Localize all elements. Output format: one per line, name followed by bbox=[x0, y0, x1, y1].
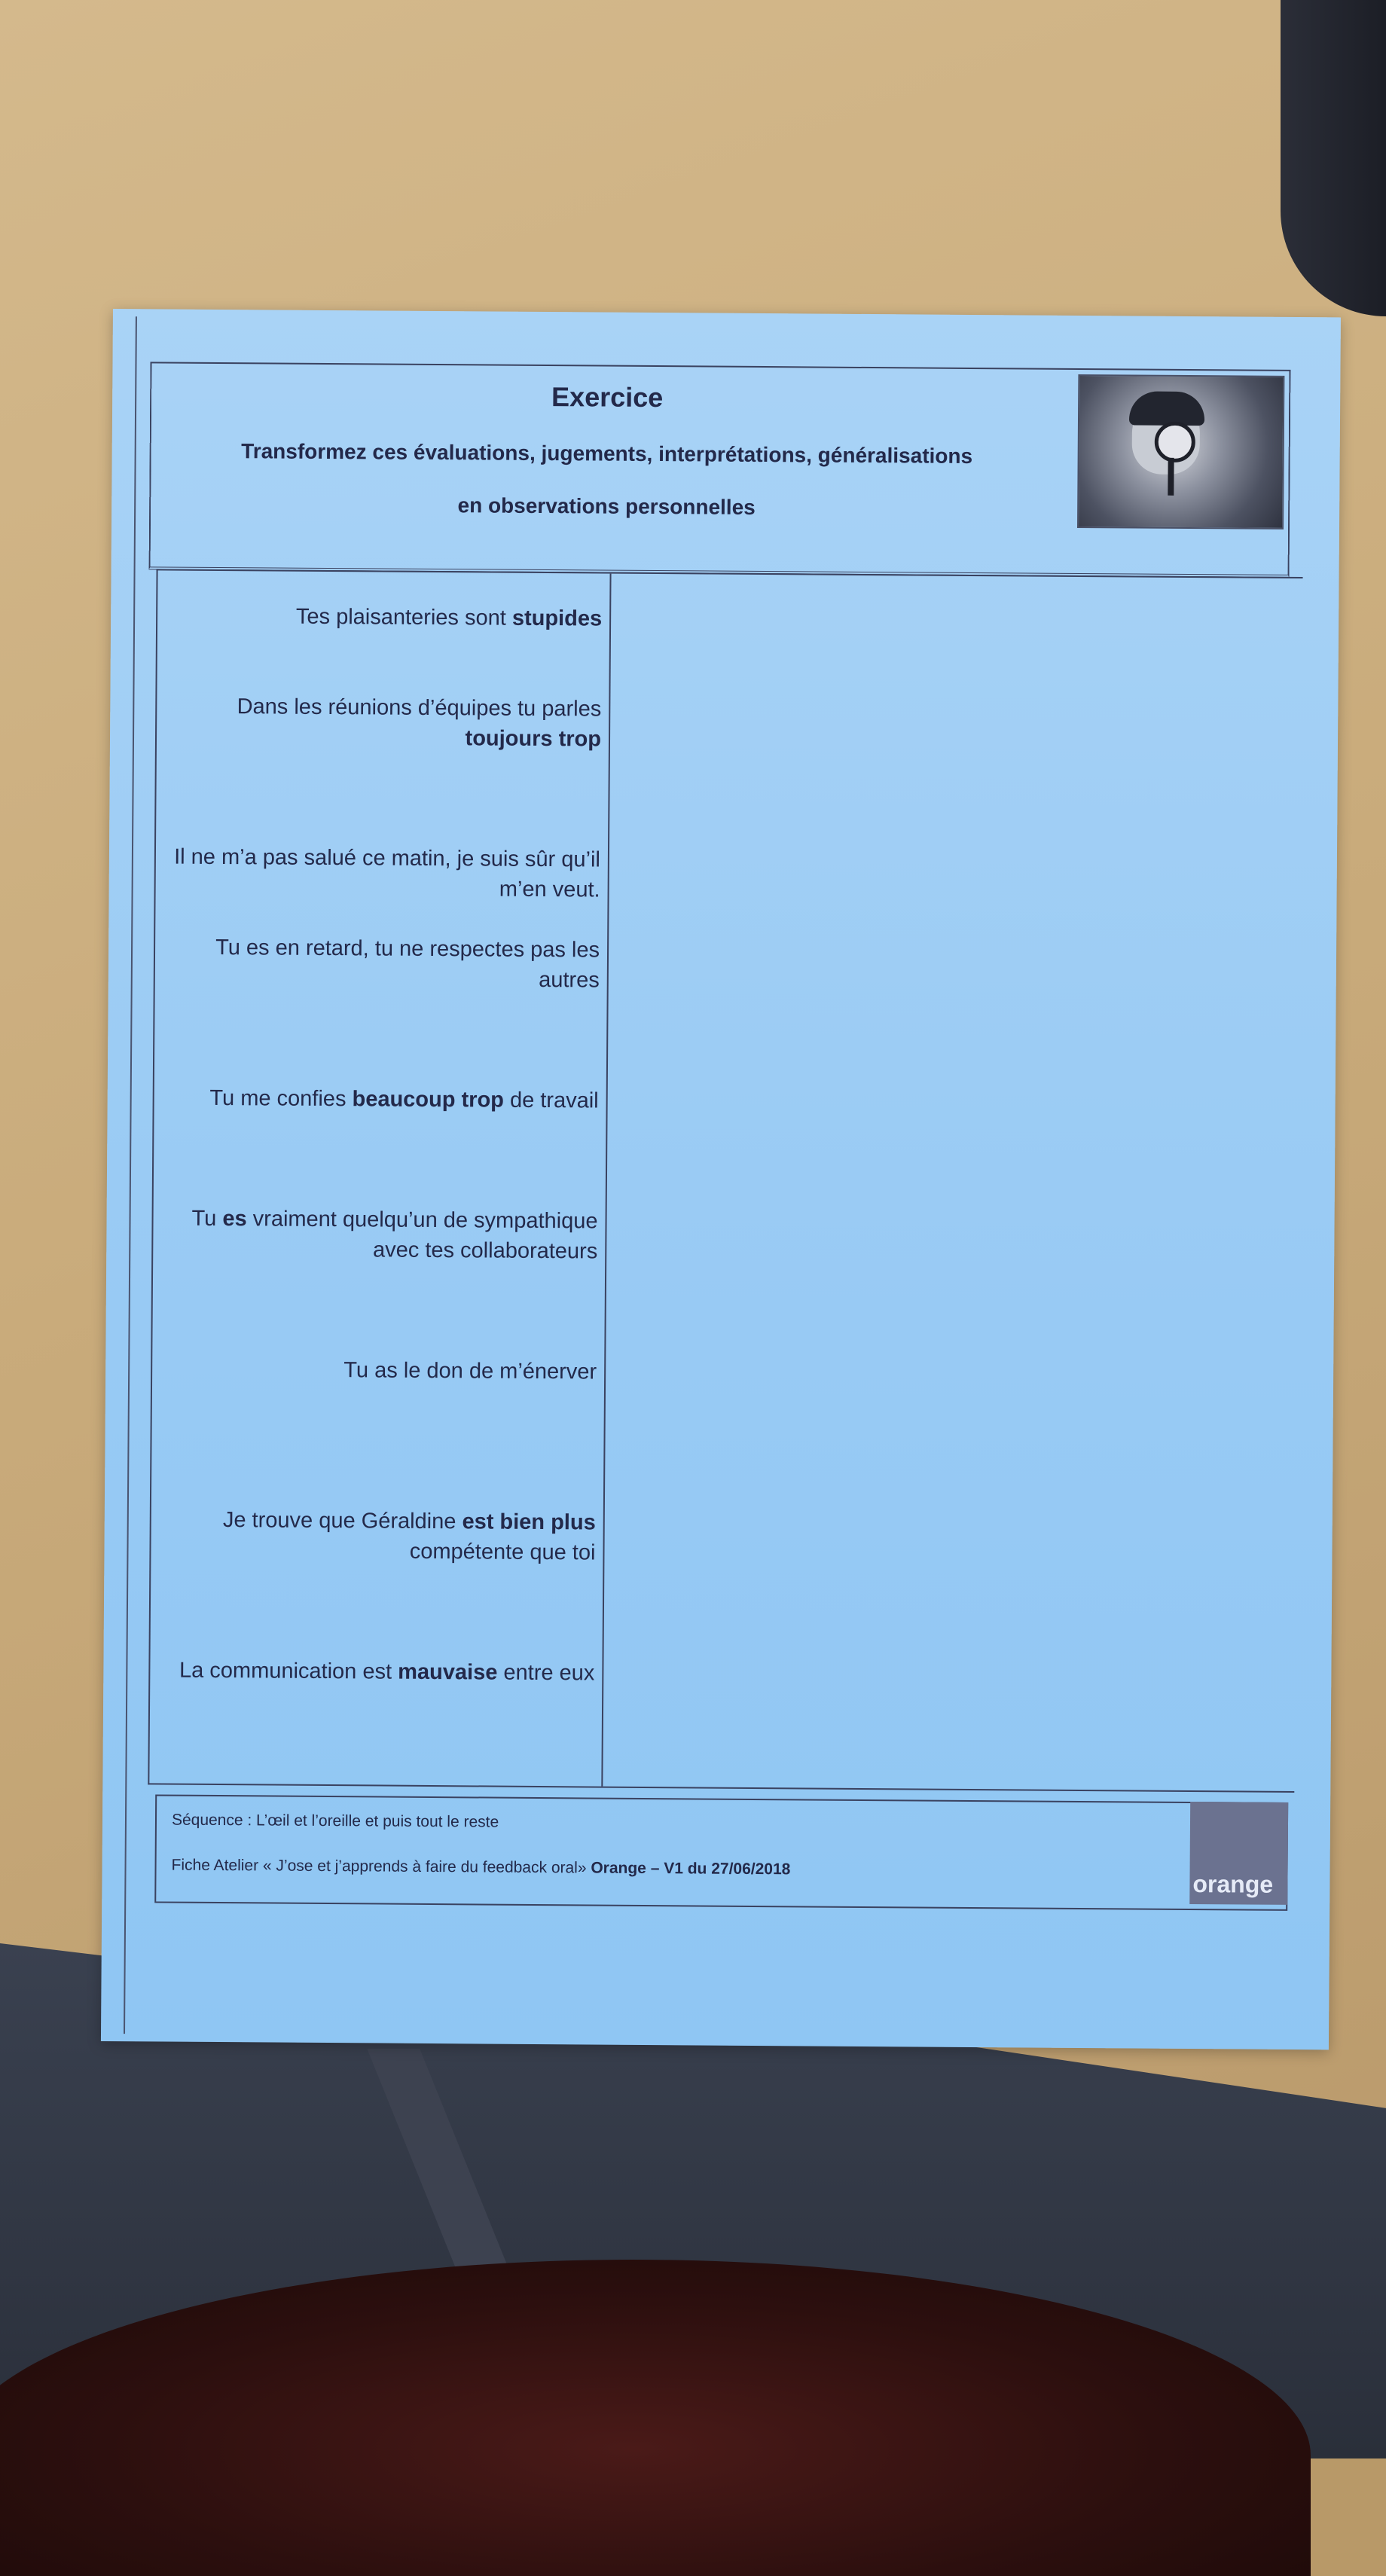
worksheet-paper bbox=[101, 309, 1341, 2050]
statement-row: Tu me confies beaucoup trop de travail bbox=[209, 1085, 599, 1113]
statement-row: Tu es en retard, tu ne respectes pas les autres bbox=[215, 935, 600, 993]
instruction-line-2: en observations personnelles bbox=[457, 493, 756, 519]
instruction-line-1: Transformez ces évaluations, jugements, interprétations, généralisations bbox=[241, 439, 973, 468]
statement-row: Tu es vraiment quelqu’un de sympathique avec tes collaborateurs bbox=[191, 1206, 598, 1264]
magnifying-glass-icon bbox=[1155, 422, 1195, 462]
orange-logo bbox=[1189, 1802, 1288, 1905]
page-title: Exercice bbox=[551, 381, 664, 414]
footer-fiche-label: Fiche Atelier « J’ose et j’apprends à faire du feedback oral» bbox=[171, 1856, 591, 1877]
exercise-table bbox=[148, 569, 1302, 1793]
child-with-magnifying-glass-photo bbox=[1077, 374, 1284, 530]
statement-row: Je trouve que Géraldine est bien plus compétente que toi bbox=[222, 1508, 596, 1565]
header-box bbox=[149, 362, 1291, 578]
magnifying-glass-handle bbox=[1168, 458, 1174, 496]
statement-row: Dans les réunions d’équipes tu parles toujours trop bbox=[237, 694, 602, 752]
footer-sequence: Séquence : L’œil et l’oreille et puis tout le reste bbox=[171, 1811, 499, 1831]
logo-text: orange bbox=[1192, 1870, 1274, 1898]
statement-row: La communication est mauvaise entre eux bbox=[179, 1658, 595, 1686]
footer-fiche bbox=[171, 1857, 790, 1879]
margin-line bbox=[124, 316, 137, 2034]
footer-box bbox=[154, 1794, 1288, 1910]
footer-fiche-version: Orange – V1 du 27/06/2018 bbox=[591, 1859, 791, 1879]
column-divider bbox=[601, 574, 611, 1787]
child-hair bbox=[1129, 391, 1204, 426]
statement-row: Il ne m’a pas salué ce matin, je suis sûr qu’il m’en veut. bbox=[174, 844, 601, 902]
statement-row: Tes plaisanteries sont stupides bbox=[295, 604, 603, 631]
statement-row: Tu as le don de m’énerver bbox=[343, 1358, 597, 1384]
